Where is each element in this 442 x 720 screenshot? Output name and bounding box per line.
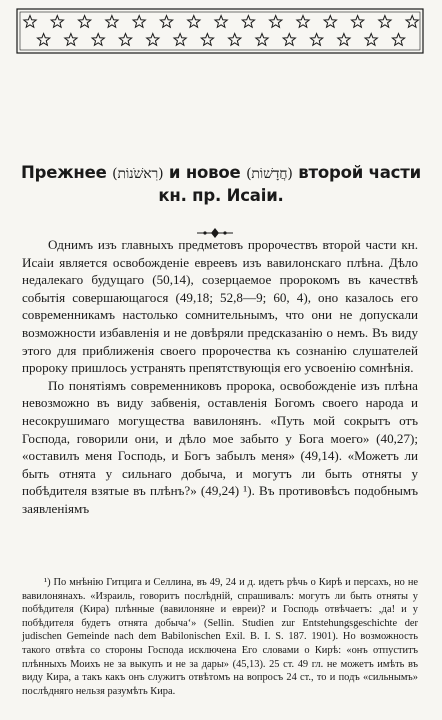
star-icon bbox=[338, 34, 350, 46]
chapter-title bbox=[16, 162, 426, 207]
star-icon bbox=[65, 34, 77, 46]
star-icon bbox=[406, 16, 418, 28]
star-icon bbox=[147, 34, 159, 46]
star-icon bbox=[51, 16, 63, 28]
star-icon bbox=[229, 34, 241, 46]
star-icon bbox=[310, 34, 322, 46]
star-icon bbox=[215, 16, 227, 28]
star-ornament-band bbox=[16, 8, 424, 54]
star-icon bbox=[92, 34, 104, 46]
star-icon bbox=[256, 34, 268, 46]
star-icon bbox=[297, 16, 309, 28]
star-icon bbox=[37, 34, 49, 46]
star-icon bbox=[270, 16, 282, 28]
paragraph-1: Однимъ изъ главныхъ предметовъ пророчествъ второй части кн. Исаіи является освобожденіе евреевъ изъ вавилонскаго плѣна. Дѣло недалекаго будущаго (50,14), созерцаемое пророкомъ въ качествѣ событія совершающагося (49,18; 52,8—9; 60, 4), оно казалось его современникамъ настолько сомнительнымъ, что они не допускали возможности избавленія и не довѣряли предсказанію о немъ. Въ виду этого для приближенія своего пророчества къ сознанію слушателей пророку пришлось устранять препятствующія его усвоенію сомнѣнія. bbox=[22, 237, 418, 376]
star-icon bbox=[242, 16, 254, 28]
star-icon bbox=[106, 16, 118, 28]
title-word-second-part: второй части bbox=[298, 163, 421, 182]
title-word-new: и новое bbox=[168, 163, 241, 182]
footnote-text: ¹) По мнѣнію Гитцига и Селлина, въ 49, 24 и д. идетъ рѣчь о Кирѣ и персахъ, но не вавилонянахъ. «Израиль, говоритъ послѣдній, спрашивалъ: могутъ ли быть отняты у побѣдителя (Кира) плѣнные (вавилоняне и евреи)? и Господь отвѣчаетъ: ‚да! и у побѣдителя будетъ отнята добыча‘» (Sellin. Studien zur Entstehungsgeschichte der judischen Gemeinde nach dem Babilonischen Exil. B. I. S. 187. 1901). Но возможность такого отвѣта со стороны Господа исключена Его словами о Кирѣ: «онъ отпуститъ плѣнныхъ Моихъ не за выкупъ и не за дары» (45,13). 25 ст. 49 гл. не можетъ имѣть въ виду Кира, а такъ какъ онъ служитъ отвѣтомъ на вопросъ 24 ст., то и подъ «сильнымъ» послѣдняго нельзя разумѣть Кира. bbox=[22, 577, 418, 697]
star-icon bbox=[351, 16, 363, 28]
hebrew-former: (רִאשֹׁנוֹת) bbox=[112, 166, 164, 182]
star-icon bbox=[160, 16, 172, 28]
title-line-2: кн. пр. Исаіи. bbox=[158, 186, 284, 205]
star-icon bbox=[283, 34, 295, 46]
star-icon bbox=[119, 34, 131, 46]
main-text bbox=[22, 236, 418, 518]
title-line-1 bbox=[16, 162, 426, 185]
star-icon bbox=[133, 16, 145, 28]
title-word-former: Прежнее bbox=[21, 163, 107, 182]
footnote bbox=[22, 576, 418, 698]
hebrew-new: (חֲדָשׁוֹת) bbox=[246, 166, 293, 182]
star-icon bbox=[379, 16, 391, 28]
star-icon bbox=[188, 16, 200, 28]
star-icon bbox=[365, 34, 377, 46]
star-icon bbox=[24, 16, 36, 28]
star-icon bbox=[78, 16, 90, 28]
star-icon bbox=[392, 34, 404, 46]
star-icon bbox=[324, 16, 336, 28]
paragraph-2: По понятіямъ современниковъ пророка, освобожденіе изъ плѣна невозможно въ виду забвенія, оставленія Богомъ своего народа и несокрушимаго могущества вавилонянъ. «Путь мой сокрытъ отъ Господа, говорили они, и дѣло мое забыто у Бога моего» (40,27); «оставилъ меня Господь, и Богъ забылъ меня» (49,14). «Можетъ ли быть отнята у сильнаго добыча, и могутъ ли быть отняты у побѣдителя взятые въ плѣнъ?» (49,24) ¹). Въ противовѣсъ подобнымъ заявленіямъ bbox=[22, 377, 418, 516]
star-icon bbox=[201, 34, 213, 46]
star-icon bbox=[174, 34, 186, 46]
